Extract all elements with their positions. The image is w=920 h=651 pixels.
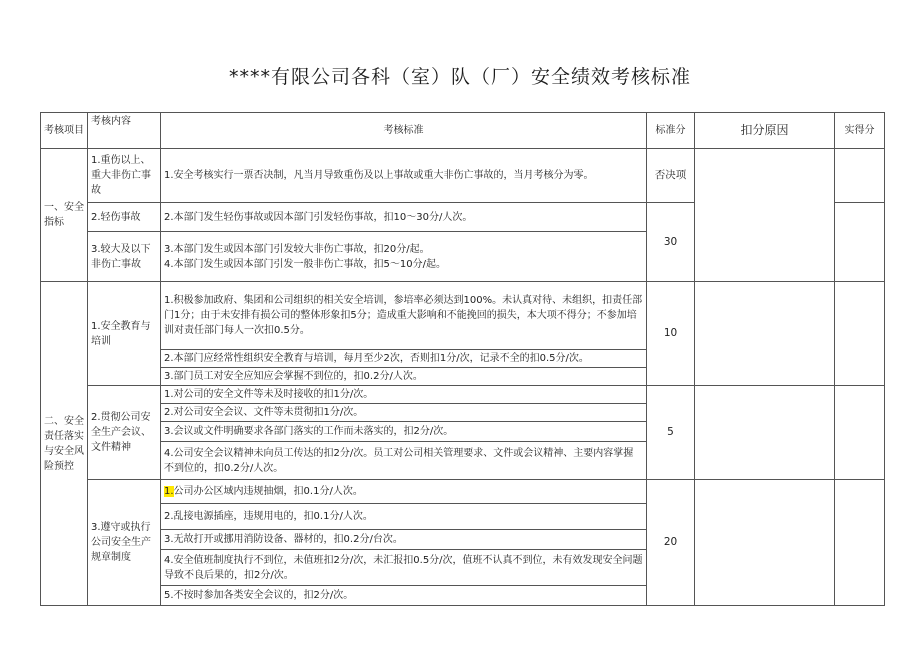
content-cell: 1.重伤以上、重大非伤亡事故 xyxy=(88,149,161,203)
table-row xyxy=(41,282,885,350)
standard-cell: 2.本部门应经常性组织安全教育与培训，每月至少2次，否则扣1分/次，记录不全的扣0.5分/次。 xyxy=(161,350,647,368)
section-item-1: 一、安全指标 xyxy=(41,149,88,282)
score-cell: 5 xyxy=(647,386,695,480)
table-row xyxy=(41,480,885,504)
standard-cell: 5.不按时参加各类安全会议的，扣2分/次。 xyxy=(161,586,647,606)
standard-cell: 3.会议或文件明确要求各部门落实的工作而未落实的，扣2分/次。 xyxy=(161,422,647,442)
content-cell: 1.安全教育与培训 xyxy=(88,282,161,386)
assessment-table xyxy=(40,112,885,606)
standard-cell: 2.乱接电源插座，违规用电的，扣0.1分/人次。 xyxy=(161,504,647,530)
reason-cell xyxy=(695,282,835,386)
standard-cell: 2.对公司安全会议、文件等未贯彻扣1分/次。 xyxy=(161,404,647,422)
header-actual: 实得分 xyxy=(835,113,885,149)
standard-line: 4.本部门发生或因本部门引发一般非伤亡事故，扣5～10分/起。 xyxy=(164,258,446,270)
standard-cell: 1.积极参加政府、集团和公司组织的相关安全培训，参培率必须达到100%。未认真对待、未组织，扣责任部门1分；由于未安排有损公司的整体形象扣5分；造成重大影响和不能挽回的损失，本大项不得分；不参加培训对责任部门每人一次扣0.5分。 xyxy=(161,282,647,350)
content-cell: 3.遵守或执行公司安全生产规章制度 xyxy=(88,480,161,606)
actual-cell xyxy=(835,386,885,480)
header-reason: 扣分原因 xyxy=(695,113,835,149)
score-cell: 30 xyxy=(647,203,695,282)
header-standard: 考核标准 xyxy=(161,113,647,149)
header-content: 考核内容 xyxy=(88,113,161,149)
standard-cell: 4.公司安全会议精神未向员工传达的扣2分/次。员工对公司相关管理要求、文件或会议精神、主要内容掌握不到位的，扣0.2分/人次。 xyxy=(161,442,647,480)
content-cell: 3.较大及以下非伤亡事故 xyxy=(88,232,161,282)
table-row xyxy=(41,386,885,404)
standard-text: 公司办公区域内违规抽烟，扣0.1分/人次。 xyxy=(173,486,363,497)
header-row xyxy=(41,113,885,149)
reason-cell xyxy=(695,149,835,282)
actual-cell xyxy=(835,480,885,606)
content-cell: 2.轻伤事故 xyxy=(88,203,161,232)
reason-cell xyxy=(695,480,835,606)
standard-cell xyxy=(161,480,647,504)
standard-cell: 2.本部门发生轻伤事故或因本部门引发轻伤事故，扣10～30分/人次。 xyxy=(161,203,647,232)
page-title: ****有限公司各科（室）队（厂）安全绩效考核标准 xyxy=(228,66,691,88)
header-score: 标准分 xyxy=(647,113,695,149)
standard-cell: 3.部门员工对安全应知应会掌握不到位的，扣0.2分/人次。 xyxy=(161,368,647,386)
standard-line: 3.本部门发生或因本部门引发较大非伤亡事故，扣20分/起。 xyxy=(164,243,430,255)
highlighted-number: 1. xyxy=(164,486,174,497)
table-row xyxy=(41,149,885,203)
score-cell: 20 xyxy=(647,480,695,606)
standard-cell: 1.安全考核实行一票否决制，凡当月导致重伤及以上事故或重大非伤亡事故的，当月考核分为零。 xyxy=(161,149,647,203)
score-cell: 10 xyxy=(647,282,695,386)
standard-cell: 4.安全值班制度执行不到位，未值班扣2分/次，未汇报扣0.5分/次，值班不认真不到位，未有效发现安全问题导致不良后果的，扣2分/次。 xyxy=(161,550,647,586)
content-cell: 2.贯彻公司安全生产会议、文件精神 xyxy=(88,386,161,480)
actual-cell xyxy=(835,149,885,203)
reason-cell xyxy=(695,386,835,480)
header-item: 考核项目 xyxy=(41,113,88,149)
section-item-2: 二、安全责任落实与安全风险预控 xyxy=(41,282,88,606)
standard-cell xyxy=(161,232,647,282)
standard-cell: 1.对公司的安全文件等未及时接收的扣1分/次。 xyxy=(161,386,647,404)
actual-cell xyxy=(835,203,885,282)
score-cell: 否决项 xyxy=(647,149,695,203)
standard-cell: 3.无故打开或挪用消防设备、器材的，扣0.2分/台次。 xyxy=(161,530,647,550)
actual-cell xyxy=(835,282,885,386)
